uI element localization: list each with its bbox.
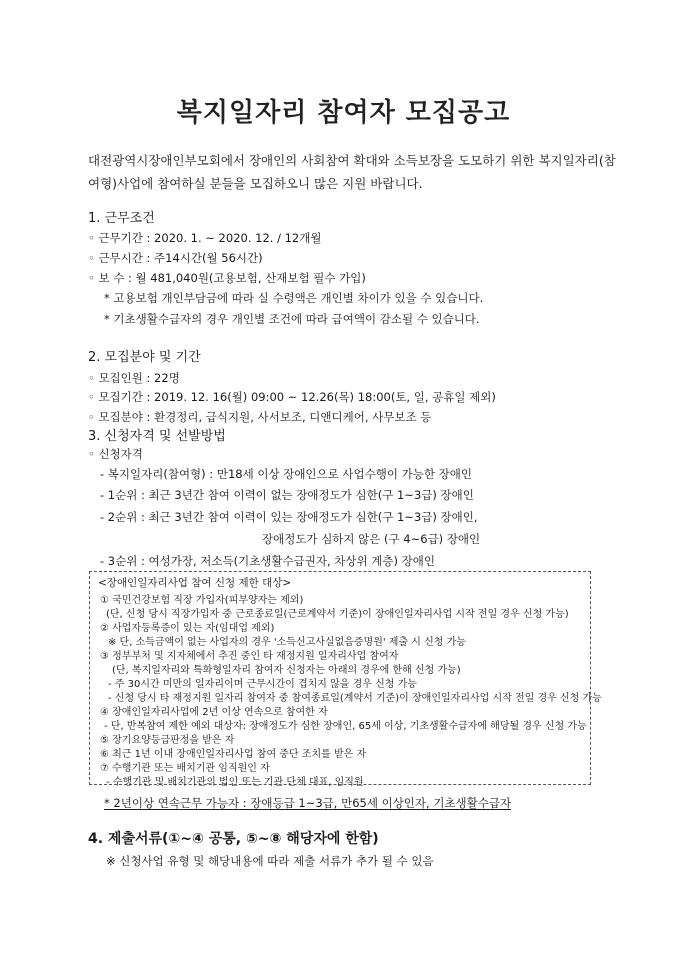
section-2-heading: 2. 모집분야 및 기간 [88,350,201,365]
intro-line-1: 대전광역시장애인부모회에서 장애인의 사회참여 확대와 소득보장을 도모하기 위한 복지일자리(참 [88,153,616,168]
restriction-line: ⑦ 수행기관 또는 배치기관 임직원인 자 [100,763,270,774]
page-title: 복지일자리 참여자 모집공고 [176,98,511,128]
section-4-note: ※ 신청사업 유형 및 해당내용에 따라 제출 서류가 추가 될 수 있음 [106,854,434,868]
eligibility-item-cont: 장애정도가 심하지 않은 (구 4~6급) 장애인 [262,532,481,546]
eligibility-item: - 3순위 : 여성가장, 저소득(기초생활수급권자, 차상위 계층) 장애인 [100,554,435,568]
restriction-line: ④ 장애인일자리사업에 2년 이상 연속으로 참여한 자 [100,707,328,718]
restriction-line: ⑥ 최근 1년 이내 장애인일자리사업 참여 중단 조치를 받은 자 [100,749,367,760]
pay: ◦ 보 수 : 월 481,040원(고용보험, 산재보험 필수 가입) [88,271,366,285]
work-period: ◦ 근무기간 : 2020. 1. ~ 2020. 12. / 12개월 [88,231,322,245]
section-1-heading: 1. 근무조건 [88,211,155,226]
restriction-line: (단, 복지일자리와 특화형일자리 참여자 신청자는 아래의 경우에 한해 신청 가능) [112,665,461,676]
eligibility-item: - 1순위 : 최근 3년간 참여 이력이 없는 장애정도가 심한(구 1~3급) 장애인 [100,488,474,502]
restriction-line: - 주 30시간 미만의 일자리이며 근무시간이 겹치지 않을 경우 신청 가능 [108,679,417,690]
restriction-line: - 단, 반복참여 제한 예외 대상자: 장애정도가 심한 장애인, 65세 이상, 기초생활수급자에 해당될 경우 신청 가능 [104,721,587,732]
recruit-period: ◦ 모집기간 : 2019. 12. 16(월) 09:00 ~ 12.26(목) 18:00(토, 일, 공휴일 제외) [88,390,496,404]
intro-line-2: 여형)사업에 참여하실 분들을 모집하오니 많은 지원 바랍니다. [88,176,423,191]
pay-note-1: * 고용보험 개인부담금에 따라 실 수령액은 개인별 차이가 있을 수 있습니다. [104,291,484,305]
eligibility-item: - 2순위 : 최근 3년간 참여 이력이 있는 장애정도가 심한(구 1~3급) 장애인, [100,510,478,524]
work-hours: ◦ 근무시간 : 주14시간(월 56시간) [88,251,263,265]
restriction-line: - 신청 당시 타 재정지원 일자리 참여자 중 참여종료일(계약서 기준)이 장애인일자리사업 시작 전일 경우 신청 가능 [108,693,602,704]
restriction-line: ⑤ 장기요양등급판정을 받은 자 [100,735,235,746]
restriction-line: - 수행기관 및 배치기관의 법인 또는 기관 단체 대표, 임직원 [106,777,364,788]
restriction-line: ※ 단, 소득금액이 없는 사업자의 경우 '소득신고사실없음증명원' 제출 시 신청 가능 [108,637,466,648]
section-3-heading: 3. 신청자격 및 선발방법 [88,429,226,444]
restriction-line: ③ 정부부처 및 지자체에서 추진 중인 타 재정지원 일자리사업 참여자 [100,651,399,662]
eligibility-sub: ◦ 신청자격 [88,447,143,461]
restriction-box-title: <장애인일자리사업 참여 신청 제한 대상> [98,577,292,589]
recruit-count: ◦ 모집인원 : 22명 [88,371,180,385]
continuous-work-note: * 2년이상 연속근무 가능자 : 장애등급 1~3급, 만65세 이상인자, 기초생활수급자 [104,796,512,810]
restriction-line: (단, 신청 당시 직장가입자 중 근로종료일(근로계약서 기준)이 장애인일자리사업 시작 전일 경우 신청 가능) [106,609,569,620]
restriction-line: ① 국민건강보험 직장 가입자(피부양자는 제외) [100,595,304,606]
pay-note-2: * 기초생활수급자의 경우 개인별 조건에 따라 급여액이 감소될 수 있습니다. [104,312,480,326]
restriction-line: ② 사업자등록증이 있는 자(임대업 제외) [100,623,275,634]
recruit-fields: ◦ 모집분야 : 환경정리, 급식지원, 사서보조, 디앤디케어, 사무보조 등 [88,410,432,424]
eligibility-item: - 복지일자리(참여형) : 만18세 이상 장애인으로 사업수행이 가능한 장애인 [100,467,472,481]
section-4-heading: 4. 제출서류(①~④ 공통, ⑤~⑧ 해당자에 한함) [88,831,379,847]
